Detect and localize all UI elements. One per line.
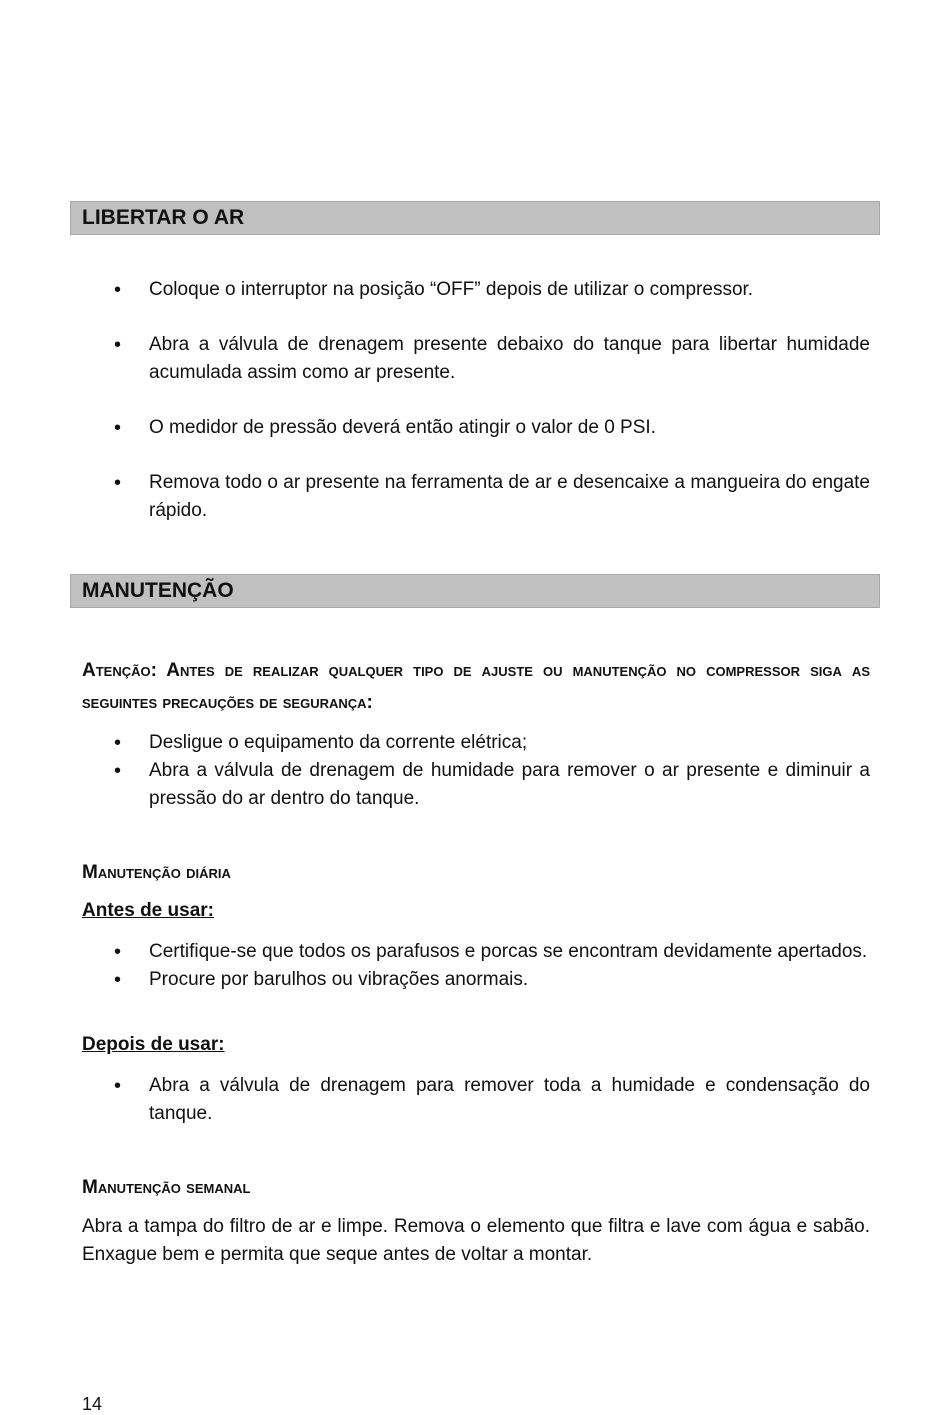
daily-maintenance-heading: Manutenção diária <box>82 862 231 883</box>
list-item: • Procure por barulhos ou vibrações anormais. <box>82 966 870 994</box>
section-header-release-air <box>70 201 880 235</box>
warning-list <box>82 729 870 813</box>
list-item: • Certifique-se que todos os parafusos e porcas se encontram devidamente apertados. <box>82 938 870 966</box>
weekly-maintenance-heading: Manutenção semanal <box>82 1177 251 1198</box>
list-item: • Remova todo o ar presente na ferramenta de ar e desencaixe a mangueira do engate rápido. <box>82 469 870 525</box>
section-title: LIBERTAR O AR <box>82 206 245 229</box>
section-title: MANUTENÇÃO <box>82 579 234 602</box>
before-use-list-container <box>82 938 870 994</box>
list-item: • Desligue o equipamento da corrente elétrica; <box>82 729 870 757</box>
after-use-list <box>82 1072 870 1128</box>
list-item: • Abra a válvula de drenagem presente debaixo do tanque para libertar humidade acumulada assim como ar presente. <box>82 331 870 387</box>
page-number: 14 <box>82 1394 103 1414</box>
list-item: • Abra a válvula de drenagem para remover toda a humidade e condensação do tanque. <box>82 1072 870 1128</box>
weekly-maintenance-text: Abra a tampa do filtro de ar e limpe. Remova o elemento que filtra e lave com água e sabão. Enxague bem e permita que seque antes de voltar a montar. <box>82 1216 870 1265</box>
warning-list-container <box>82 729 870 813</box>
after-use-label: Depois de usar: <box>82 1034 225 1055</box>
after-use-list-container <box>82 1072 870 1128</box>
before-use-list <box>82 938 870 994</box>
warning-text: Atenção: Antes de realizar qualquer tipo de ajuste ou manutenção no compressor siga as seguintes precauções de segurança: <box>82 660 870 713</box>
list-item: • O medidor de pressão deverá então atingir o valor de 0 PSI. <box>82 414 870 442</box>
release-air-list <box>82 276 870 525</box>
release-air-list-container <box>82 276 870 525</box>
maintenance-warning <box>82 655 870 719</box>
list-item: • Abra a válvula de drenagem de humidade para remover o ar presente e diminuir a pressão do ar dentro do tanque. <box>82 757 870 813</box>
list-item: • Coloque o interruptor na posição “OFF” depois de utilizar o compressor. <box>82 276 870 304</box>
before-use-label: Antes de usar: <box>82 900 214 921</box>
section-header-maintenance <box>70 574 880 608</box>
